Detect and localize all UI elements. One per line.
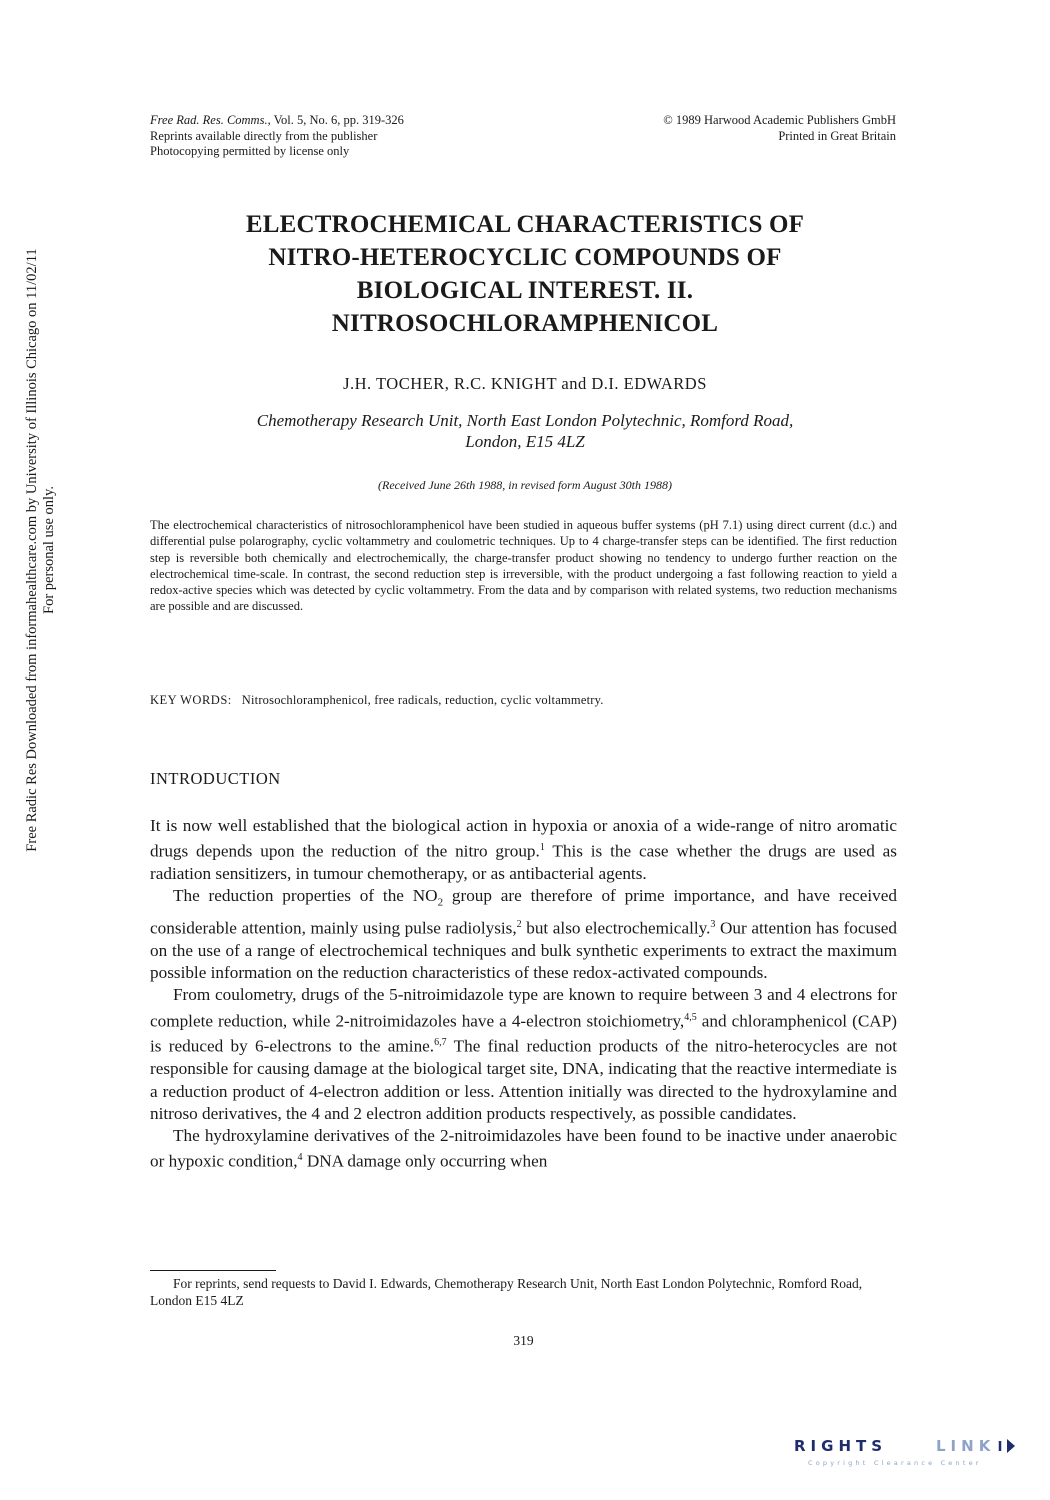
article-title xyxy=(150,208,900,340)
reference-marker: 3 xyxy=(710,918,716,930)
keywords-text: Nitrosochloramphenicol, free radicals, reduction, cyclic voltammetry. xyxy=(241,693,604,707)
journal-citation xyxy=(150,113,530,160)
authors: J.H. TOCHER, R.C. KNIGHT and D.I. EDWARDS xyxy=(343,374,707,393)
footnote xyxy=(150,1275,897,1309)
journal-volume: , Vol. 5, No. 6, pp. 319-326 xyxy=(267,113,404,127)
text-run: The hydroxylamine derivatives of the 2-nitroimidazoles have been found to be inactive under anaerobic or hypoxic condition, xyxy=(150,1126,897,1171)
text-run: From coulometry, drugs of the 5-nitroimidazole type are known to require between 3 and 4 electrons for complete reduction, while 2-nitroimidazoles have a 4-electron stoichiometry, xyxy=(150,985,897,1031)
reprints-note: Reprints available directly from the publisher xyxy=(150,128,378,143)
title-line: NITROSOCHLORAMPHENICOL xyxy=(331,310,719,337)
download-stamp-line: For personal use only. xyxy=(41,486,57,614)
text-run: and chloramphenicol (CAP) is reduced by 6-electrons to the amine. xyxy=(150,1011,897,1057)
footnote-rule xyxy=(150,1270,276,1271)
affiliation-line: London, E15 4LZ xyxy=(465,432,585,451)
text-run: but also electrochemically. xyxy=(521,918,711,938)
affiliation xyxy=(150,410,900,452)
reference-marker: 4,5 xyxy=(684,1011,697,1023)
rightslink-chevron-icon xyxy=(1000,1439,1015,1453)
download-stamp-line: Free Radic Res Downloaded from informahealthcare.com by University of Illinois Chicago on 11/02/11 xyxy=(24,248,40,852)
text-run: DNA damage only occurring when xyxy=(302,1151,548,1171)
text-run: Our attention has focused on the use of a range of electrochemical techniques and bulk synthetic experiments to extract the maximum possible information on the reduction characteristics of these redox-activated compounds. xyxy=(150,918,898,983)
paragraph xyxy=(150,984,897,1125)
paragraph xyxy=(150,1125,897,1173)
title-line: NITRO-HETEROCYCLIC COMPOUNDS OF xyxy=(268,244,782,271)
printed-line: Printed in Great Britain xyxy=(778,128,896,143)
journal-volume-line xyxy=(150,113,530,129)
rightslink-tagline: Copyright Clearance Center xyxy=(808,1459,982,1467)
rightslink-logo[interactable] xyxy=(786,1432,1026,1472)
keywords-label: KEY WORDS: xyxy=(150,693,232,707)
page-number: 319 xyxy=(513,1333,534,1348)
text-run: The reduction properties of the NO xyxy=(173,886,438,906)
download-stamp xyxy=(24,100,58,1000)
copyright-line: © 1989 Harwood Academic Publishers GmbH xyxy=(663,113,896,127)
reference-marker: 6,7 xyxy=(434,1037,447,1049)
reference-marker: 1 xyxy=(539,842,545,854)
reference-marker: 2 xyxy=(516,918,522,930)
photocopying-note: Photocopying permitted by license only xyxy=(150,144,350,158)
reference-marker: 4 xyxy=(297,1152,303,1164)
text-run: The final reduction products of the nitro-heterocycles are not responsible for causing damage at the biological target site, DNA, indicating that the reactive intermediate is a reduction product of 4-electron addition or less. Attention initially was directed to the hydroxylamine and nitroso derivatives, the 4 and 2 electron addition products respectively, as possible candidates. xyxy=(150,1037,897,1123)
paragraph xyxy=(150,815,897,885)
subscript: 2 xyxy=(437,896,444,909)
journal-name: Free Rad. Res. Comms. xyxy=(150,113,268,127)
keywords xyxy=(150,693,897,708)
text-run: It is now well established that the biological action in hypoxia or anoxia of a wide-range of nitro aromatic drugs depends upon the reduction of the nitro group. xyxy=(150,816,897,861)
section-heading: INTRODUCTION xyxy=(150,769,281,788)
text-run: This is the case whether the drugs are used as radiation sensitizers, in tumour chemotherapy, or as antibacterial agents. xyxy=(150,841,897,884)
introduction-body xyxy=(150,815,897,1173)
affiliation-line: Chemotherapy Research Unit, North East London Polytechnic, Romford Road, xyxy=(256,411,794,430)
paragraph xyxy=(150,885,897,984)
publisher-info xyxy=(556,113,896,144)
title-line: BIOLOGICAL INTEREST. II. xyxy=(356,277,694,304)
title-line: ELECTROCHEMICAL CHARACTERISTICS OF xyxy=(245,211,805,238)
text-run: group are therefore of prime importance, and have received considerable attention, mainly using pulse radiolysis, xyxy=(150,886,897,938)
rightslink-brand-rights: RIGHTS xyxy=(794,1437,888,1455)
abstract: The electrochemical characteristics of nitrosochloramphenicol have been studied in aqueous buffer systems (pH 7.1) using direct current (d.c.) and differential pulse polarography, cyclic voltammetry and coulometric techniques. Up to 4 charge-transfer steps can be identified. The first reduction step is reversible both chemically and electrochemically, the charge-transfer product showing no tendency to undergo further reaction on the electrochemical time-scale. In contrast, the second reduction step is irreversible, with the product undergoing a fast following reaction to yield a redox-active species which was detected by cyclic voltammetry. From the data and by comparison with related systems, two reduction mechanisms are possible and are discussed. xyxy=(150,518,897,614)
footnote-text: For reprints, send requests to David I. Edwards, Chemotherapy Research Unit, North East London Polytechnic, Romford Road, London E15 4LZ xyxy=(150,1276,863,1308)
rightslink-brand-link: LINK xyxy=(936,1437,996,1455)
received-dates: (Received June 26th 1988, in revised form August 30th 1988) xyxy=(378,478,672,492)
